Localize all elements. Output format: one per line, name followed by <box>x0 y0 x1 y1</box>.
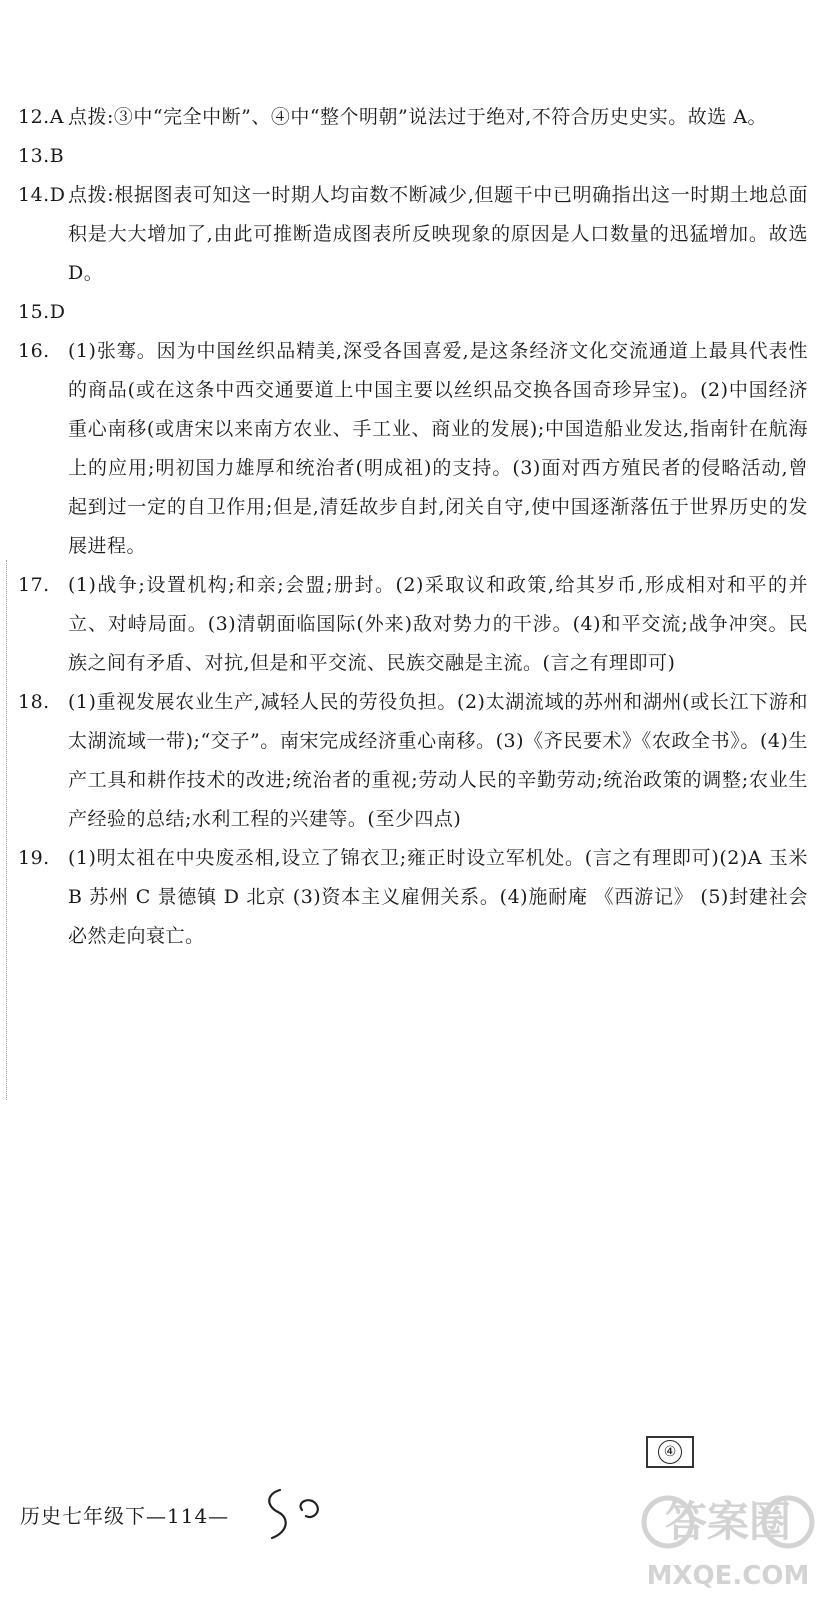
answer-item <box>18 839 808 956</box>
watermark-title: 答案圈 <box>664 1497 792 1546</box>
watermark-logo <box>640 1480 815 1596</box>
answer-list <box>18 98 808 956</box>
answer-number: 19. <box>18 847 50 869</box>
answer-item <box>18 137 808 176</box>
answer-item <box>18 176 808 293</box>
answer-number: 12.A <box>18 106 64 128</box>
answer-number: 16. <box>18 340 50 362</box>
handwritten-mark <box>262 1484 332 1544</box>
binding-margin-line <box>6 560 7 1100</box>
answer-text: (1)重视发展农业生产,减轻人民的劳役负担。(2)太湖流域的苏州和湖州(或长江下游和太湖流域一带);“交子”。南宋完成经济重心南移。(3)《齐民要术》《农政全书》。(4)生产工具和耕作技术的改进;统治者的重视;劳动人民的辛勤劳动;统治政策的调整;农业生产经验的总结;水利工程的兴建等。(至少四点) <box>68 691 808 830</box>
answer-text: (1)战争;设置机构;和亲;会盟;册封。(2)采取议和政策,给其岁币,形成相对和平的并立、对峙局面。(3)清朝面临国际(外来)敌对势力的干涉。(4)和平交流;战争冲突。民族之间有矛盾、对抗,但是和平交流、民族交融是主流。(言之有理即可) <box>68 574 808 674</box>
answer-number: 13.B <box>18 145 65 167</box>
answer-text: (1)张骞。因为中国丝织品精美,深受各国喜爱,是这条经济文化交流通道上最具代表性的商品(或在这条中西交通要道上中国主要以丝织品交换各国奇珍异宝)。(2)中国经济重心南移(或唐宋以来南方农业、手工业、商业的发展);中国造船业发达,指南针在航海上的应用;明初国力雄厚和统治者(明成祖)的支持。(3)面对西方殖民者的侵略活动,曾起到过一定的自卫作用;但是,清廷故步自封,闭关自守,使中国逐渐落伍于世界历史的发展进程。 <box>68 340 808 557</box>
page-footer: 历史七年级下—114— <box>20 1504 230 1528</box>
answer-number: 17. <box>18 574 50 596</box>
watermark-url: MXQE.COM <box>646 1561 810 1591</box>
answer-item <box>18 332 808 566</box>
answer-item <box>18 98 808 137</box>
answer-text: 点拨:③中“完全中断”、④中“整个明朝”说法过于绝对,不符合历史史实。故选 A。 <box>68 106 768 128</box>
answer-text: 点拨:根据图表可知这一时期人均亩数不断减少,但题干中已明确指出这一时期土地总面积是大大增加了,由此可推断造成图表所反映现象的原因是人口数量的迅猛增加。故选 D。 <box>68 184 808 284</box>
answer-number: 15.D <box>18 301 66 323</box>
answer-text: (1)明太祖在中央废丞相,设立了锦衣卫;雍正时设立军机处。(言之有理即可)(2)A 玉米 B 苏州 C 景德镇 D 北京 (3)资本主义雇佣关系。(4)施耐庵 《西游记》 (5)封建社会必然走向衰亡。 <box>68 847 808 947</box>
answer-number: 18. <box>18 691 50 713</box>
answer-item <box>18 683 808 839</box>
answer-number: 14.D <box>18 184 66 206</box>
answer-item <box>18 566 808 683</box>
page-badge <box>646 1436 694 1468</box>
circled-number: ④ <box>658 1440 682 1464</box>
answer-item <box>18 293 808 332</box>
